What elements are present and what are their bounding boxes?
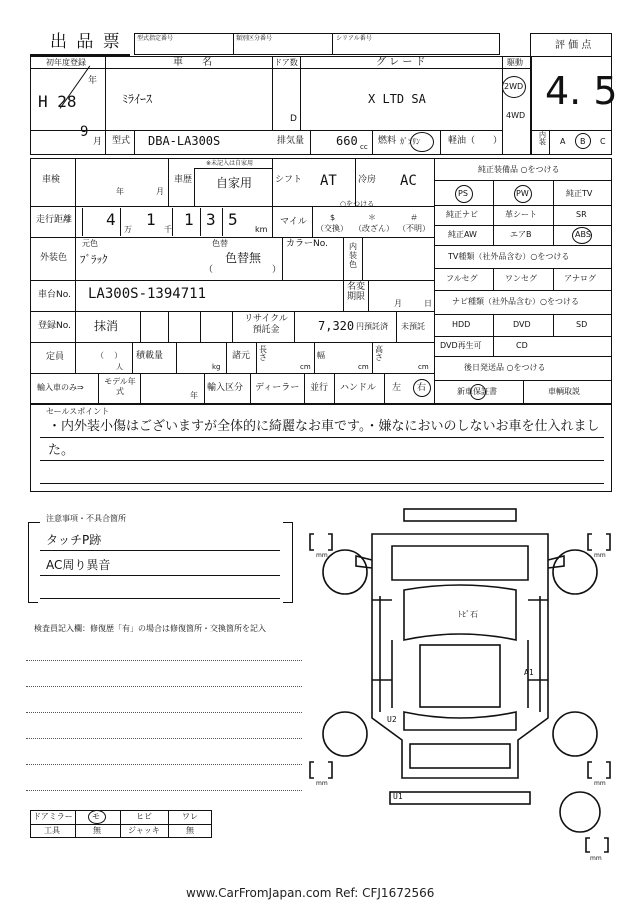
shift-label: シフト xyxy=(275,175,303,185)
navi-hdd: HDD xyxy=(452,320,471,329)
sales-line-1: ・内外装小傷はございますが全体的に綺麗なお車です。・嫌なにおいのしないお車を仕入れまし xyxy=(48,419,600,434)
registration-value: 抹消 xyxy=(94,319,119,333)
cd-label: CD xyxy=(516,341,528,350)
mileage-digit-4: 3 xyxy=(206,210,216,229)
equip-pw: PW xyxy=(516,189,529,198)
mirror-value: モ xyxy=(92,812,100,821)
mm-front-left: mm xyxy=(316,552,328,559)
equip-leather: 革シート xyxy=(505,210,537,219)
year-unit: 年 xyxy=(88,76,98,86)
ac-value: AC xyxy=(400,173,417,189)
grade-value: X LTD SA xyxy=(368,92,426,106)
chassis-label: 車台No. xyxy=(38,290,71,300)
month-unit: 月 xyxy=(93,137,103,147)
interior-color-label: 内装色 xyxy=(349,242,357,270)
mileage-dollar: $ xyxy=(330,213,336,222)
sales-label: セールスポイント xyxy=(46,407,110,416)
sales-line-2: た。 xyxy=(48,443,75,458)
jack-label: ジャッキ xyxy=(128,826,160,835)
mileage-replaced-note: ○をつける xyxy=(340,200,375,208)
import-label: 輸入車のみ⇒ xyxy=(37,383,84,392)
capacity-unit: 人 xyxy=(116,363,123,371)
fuel-label: 燃料 xyxy=(378,136,397,146)
orig-color-label: 元色 xyxy=(82,239,98,248)
sales-block xyxy=(30,404,612,492)
mileage-hash: ＃ xyxy=(410,213,418,222)
chassis-value: LA300S-1394711 xyxy=(88,286,207,302)
recycle-unpaid: 未預託 xyxy=(401,322,425,331)
mileage-star: ＊ xyxy=(368,213,376,222)
mileage-digit-2: 1 xyxy=(146,210,156,229)
parallel-option: 並行 xyxy=(310,383,329,393)
recycle-amount: 7,320 xyxy=(318,319,355,333)
handle-right: 右 xyxy=(417,383,427,393)
light-oil-close: ） xyxy=(493,136,503,146)
mm-rear-left: mm xyxy=(316,780,328,787)
tv-title: TV種類（社外品含む）○をつける xyxy=(448,252,570,261)
history-note: ※未記入は自家用 xyxy=(206,160,254,167)
docs-warranty: 新車保証書 xyxy=(457,387,497,396)
score-value: 4. 5 xyxy=(545,69,618,113)
expiry-day-unit: 日 xyxy=(424,299,432,308)
repaint-value: 色替無 xyxy=(225,251,262,265)
history-label: 車歴 xyxy=(174,175,193,185)
ac-label: 冷房 xyxy=(358,175,377,185)
navi-dvd: DVD xyxy=(513,320,531,329)
capacity-label: 定員 xyxy=(46,352,65,362)
category-label: 類別区分番号 xyxy=(236,35,273,42)
mirror-circle xyxy=(88,810,106,824)
serial-label: シリアル番号 xyxy=(336,35,372,42)
car-name-label: 車 名 xyxy=(173,57,221,68)
tv-analog: アナログ xyxy=(564,274,596,283)
watermark-text: www.CarFromJapan.com Ref: CFJ1672566 xyxy=(186,886,435,900)
equip-abs: ABS xyxy=(575,230,591,239)
diagram-label-chip: ﾄﾋﾞ石 xyxy=(458,610,478,619)
orig-color-value: ﾌﾞﾗｯｸ xyxy=(80,253,108,266)
drive-2wd: 2WD xyxy=(504,82,524,91)
mileage-mile: マイル xyxy=(280,217,307,227)
mm-spare: mm xyxy=(590,855,602,862)
tool-value: 無 xyxy=(93,826,101,835)
crack-label: ヒビ xyxy=(136,812,152,821)
tool-label: 工具 xyxy=(44,826,60,835)
docs-manual: 車輌取説 xyxy=(548,387,580,396)
fuel-gasoline: ｶﾞｿﾘﾝ xyxy=(400,137,420,146)
recycle-unit: 円預託済 xyxy=(356,322,388,331)
equip-navi: 純正ナビ xyxy=(446,210,478,219)
mileage-digit-5: 5 xyxy=(228,210,238,229)
handle-left: 左 xyxy=(392,383,402,393)
grade-label: グ レ ー ド xyxy=(376,57,426,68)
mileage-hash-sub: （不明） xyxy=(398,224,430,233)
inspector-label: 検査員記入欄：修復歴「有」の場合は修復箇所・交換箇所を記入 xyxy=(34,624,266,633)
inspection-year: 年 xyxy=(116,187,124,196)
mileage-dollar-sub: （交換） xyxy=(316,224,348,233)
height-label: 高さ xyxy=(375,345,383,362)
mileage-sen: 千 xyxy=(164,225,172,234)
dims-label: 諸元 xyxy=(232,351,251,361)
capacity-paren: （ ） xyxy=(96,351,123,360)
repaint-paren-open: （ xyxy=(204,265,214,275)
interior-label: 内装 xyxy=(539,131,546,146)
mileage-label: 走行距離 xyxy=(36,215,73,225)
model-label: 型式 xyxy=(112,136,131,146)
shift-value: AT xyxy=(320,173,337,189)
navi-sd: SD xyxy=(576,320,588,329)
width-cm: cm xyxy=(358,363,369,371)
interior-a: A xyxy=(560,137,566,146)
tv-fullseg: フルセグ xyxy=(446,274,478,283)
dealer-option: ディーラー xyxy=(255,383,300,393)
jack-value: 無 xyxy=(186,826,194,835)
mileage-man: 万 xyxy=(124,225,132,234)
import-class-label: 輸入区分 xyxy=(207,383,244,393)
height-cm: cm xyxy=(418,363,429,371)
mileage-km: km xyxy=(255,225,268,234)
exterior-color-label: 外装色 xyxy=(40,253,68,263)
recycle-label: リサイクル預託金 xyxy=(244,314,288,335)
color-no-label: カラーNo. xyxy=(286,239,328,249)
model-year-label: モデル年式 xyxy=(104,377,136,396)
registration-month: 9 xyxy=(80,124,89,140)
docs-title: 後日発送品 ○をつける xyxy=(464,363,546,372)
note-item-1: タッチP跡 xyxy=(46,533,102,547)
displacement-label: 排気量 xyxy=(277,136,305,146)
sheet-title: 出 品 票 xyxy=(50,32,122,52)
mirror-label: ドアミラー xyxy=(33,812,73,821)
tv-oneseg: ワンセグ xyxy=(505,274,537,283)
model-year-unit: 年 xyxy=(190,391,198,400)
light-oil-label: 軽油（ xyxy=(448,136,476,146)
navi-title: ナビ種類（社外品含む）○をつける xyxy=(452,297,579,306)
length-label: 長さ xyxy=(259,345,267,362)
registration-year: H 28 xyxy=(38,92,77,111)
break-label: ワレ xyxy=(182,812,198,821)
repaint-paren-close: ） xyxy=(272,265,282,275)
mileage-star-sub: （改ざん） xyxy=(354,224,394,233)
displacement-value: 660 xyxy=(336,134,358,148)
equip-airbag: エアB xyxy=(510,230,532,239)
model-value: DBA-LA300S xyxy=(148,134,221,148)
equip-tv: 純正TV xyxy=(566,189,593,198)
cc-unit: cc xyxy=(360,143,368,151)
note-item-2: AC周り異音 xyxy=(46,558,111,572)
notes-label: 注意事項・不具合箇所 xyxy=(46,514,126,523)
diagram-label-u2: U2 xyxy=(387,715,397,724)
registration-label: 登録No. xyxy=(38,321,71,331)
fuel-circle xyxy=(410,132,434,152)
mm-rear-right: mm xyxy=(594,780,606,787)
repaint-label: 色替 xyxy=(212,239,228,248)
equip-ps: PS xyxy=(458,189,468,198)
name-change-expiry-label: 名変期限 xyxy=(347,282,366,302)
drive-label: 駆動 xyxy=(507,58,523,67)
width-label: 幅 xyxy=(317,351,325,360)
diagram-label-u1: U1 xyxy=(393,792,403,801)
expiry-month: 月 xyxy=(394,299,402,308)
drive-4wd: 4WD xyxy=(506,111,526,120)
first-registration-label: 初年度登録 xyxy=(46,58,86,67)
history-value: 自家用 xyxy=(216,176,253,190)
handle-label: ハンドル xyxy=(340,383,377,393)
mileage-digit-3: 1 xyxy=(184,210,194,229)
diagram-label-a1: A1 xyxy=(524,668,534,677)
inspection-month: 月 xyxy=(156,187,164,196)
car-name: ﾐﾗｲｰｽ xyxy=(122,92,153,106)
mileage-digit-1: 4 xyxy=(106,210,116,229)
length-cm: cm xyxy=(300,363,311,371)
equip-sr: SR xyxy=(576,210,587,219)
model-designation-label: 型式指定番号 xyxy=(137,35,174,42)
load-label: 積載量 xyxy=(136,351,164,361)
equip-aw: 純正AW xyxy=(448,230,477,239)
mm-front-right: mm xyxy=(594,552,606,559)
inspection-label: 車検 xyxy=(42,175,61,185)
load-kg: kg xyxy=(212,363,221,371)
doors-value: D xyxy=(290,114,297,124)
score-label: 評 価 点 xyxy=(555,40,592,51)
interior-b: B xyxy=(580,137,586,146)
interior-c: C xyxy=(600,137,606,146)
dvd-play-label: DVD再生可 xyxy=(440,341,482,350)
doors-label: ドア数 xyxy=(274,58,298,67)
equipment-title: 純正装備品 ○をつける xyxy=(478,165,560,174)
